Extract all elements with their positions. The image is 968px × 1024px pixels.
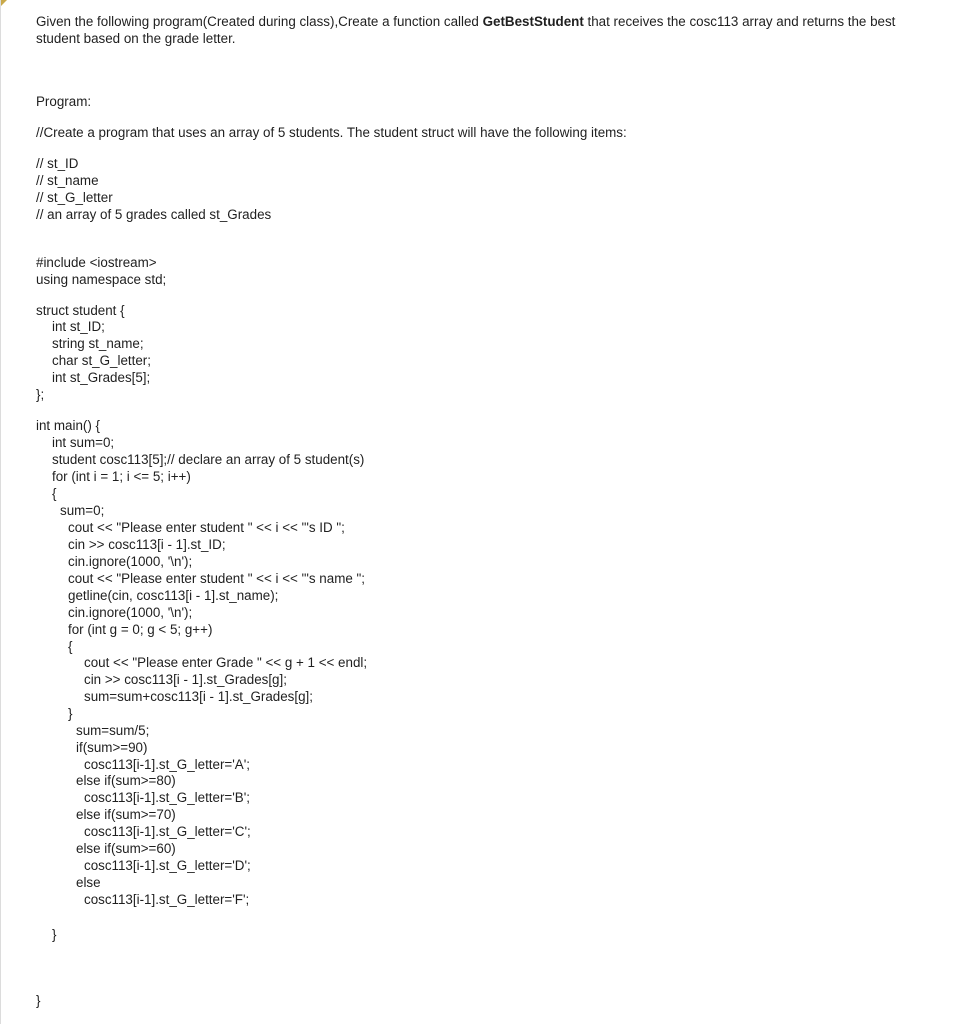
- code-else: else: [76, 875, 101, 890]
- code-cout-grade: cout << "Please enter Grade " << g + 1 << endl;: [84, 655, 368, 670]
- comment-item: // an array of 5 grades called st_Grades: [36, 207, 272, 222]
- code-brace-close: }: [68, 706, 73, 721]
- code-set-a: cosc113[i-1].st_G_letter='A';: [84, 757, 251, 772]
- code-using: using namespace std;: [36, 272, 167, 287]
- code-for-g: for (int g = 0; g < 5; g++): [68, 622, 213, 637]
- question-text: [36, 13, 956, 30]
- code-struct-field: char st_G_letter;: [52, 353, 151, 368]
- code-sum-avg: sum=sum/5;: [76, 723, 150, 738]
- code-brace-open: {: [52, 486, 57, 501]
- code-if-80: else if(sum>=80): [76, 773, 176, 788]
- code-if-90: if(sum>=90): [76, 740, 148, 755]
- code-cin-grade: cin >> cosc113[i - 1].st_Grades[g];: [84, 672, 287, 687]
- code-set-d: cosc113[i-1].st_G_letter='D';: [84, 858, 251, 873]
- comment-item: // st_G_letter: [36, 190, 113, 205]
- code-main-open: int main() {: [36, 418, 100, 433]
- code-struct-open: struct student {: [36, 303, 125, 318]
- code-struct-close: };: [36, 387, 45, 402]
- comment-item: // st_ID: [36, 156, 79, 171]
- code-if-70: else if(sum>=70): [76, 807, 176, 822]
- code-brace-open: {: [68, 639, 73, 654]
- comment-intro: //Create a program that uses an array of 5 students. The student struct will have the following items:: [36, 125, 627, 140]
- code-ignore: cin.ignore(1000, '\n');: [68, 554, 193, 569]
- code-getline: getline(cin, cosc113[i - 1].st_name);: [68, 588, 279, 603]
- code-struct-field: int st_Grades[5];: [52, 370, 151, 385]
- code-sum-reset: sum=0;: [60, 503, 105, 518]
- code-for-i: for (int i = 1; i <= 5; i++): [52, 469, 191, 484]
- code-struct-field: string st_name;: [52, 336, 144, 351]
- corner-marker: [1, 0, 7, 6]
- function-name: GetBestStudent: [482, 14, 584, 29]
- code-ignore: cin.ignore(1000, '\n');: [68, 605, 193, 620]
- code-set-f: cosc113[i-1].st_G_letter='F';: [84, 892, 250, 907]
- code-cout-id: cout << "Please enter student " << i << "'s ID ";: [68, 520, 345, 535]
- code-include: #include <iostream>: [36, 255, 157, 270]
- code-set-c: cosc113[i-1].st_G_letter='C';: [84, 824, 251, 839]
- code-struct-field: int st_ID;: [52, 319, 105, 334]
- code-sum-decl: int sum=0;: [52, 435, 115, 450]
- code-if-60: else if(sum>=60): [76, 841, 176, 856]
- question-text-part2: that receives the cosc113 array and returns the best: [583, 14, 896, 29]
- code-cin-id: cin >> cosc113[i - 1].st_ID;: [68, 537, 226, 552]
- question-text-part1: Given the following program(Created during class),Create a function called: [36, 14, 483, 29]
- code-brace-close: }: [52, 927, 57, 942]
- question-text-line2: student based on the grade letter.: [36, 31, 236, 46]
- code-set-b: cosc113[i-1].st_G_letter='B';: [84, 790, 251, 805]
- code-array-decl: student cosc113[5];// declare an array of 5 student(s): [52, 452, 365, 467]
- code-sum-add: sum=sum+cosc113[i - 1].st_Grades[g];: [84, 689, 313, 704]
- code-main-close: }: [36, 993, 41, 1008]
- program-label: Program:: [36, 94, 92, 109]
- code-cout-name: cout << "Please enter student " << i << "'s name ";: [68, 571, 366, 586]
- comment-item: // st_name: [36, 173, 99, 188]
